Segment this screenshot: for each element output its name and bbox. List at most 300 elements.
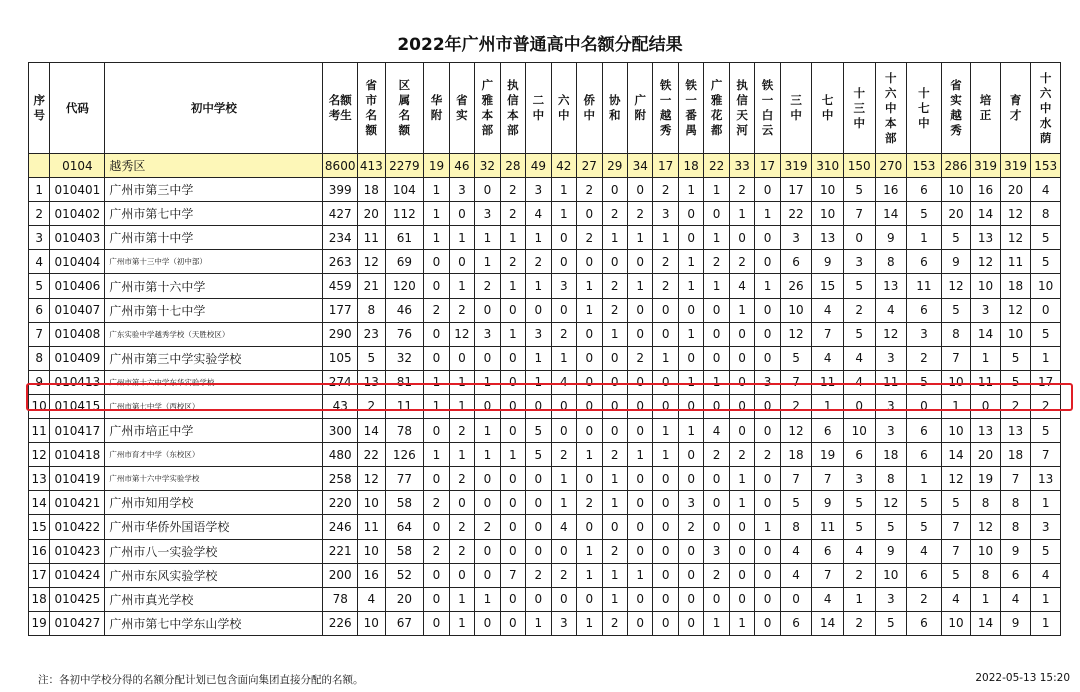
table-cell: 1 bbox=[475, 587, 500, 611]
table-cell: 2 bbox=[358, 394, 386, 418]
column-header bbox=[449, 63, 474, 154]
table-cell: 0 bbox=[653, 370, 678, 394]
table-cell: 10 bbox=[941, 611, 971, 635]
table-cell: 22 bbox=[780, 202, 812, 226]
table-cell: 17 bbox=[653, 154, 678, 178]
table-row bbox=[29, 539, 1061, 563]
column-header-label: 育才 bbox=[1009, 93, 1022, 122]
table-cell: 2 bbox=[602, 539, 627, 563]
table-cell: 1 bbox=[475, 370, 500, 394]
table-cell: 010407 bbox=[50, 298, 105, 322]
table-cell: 0 bbox=[602, 346, 627, 370]
table-cell: 5 bbox=[1031, 250, 1061, 274]
table-cell: 1 bbox=[704, 274, 729, 298]
table-cell: 12 bbox=[358, 250, 386, 274]
table-cell: 3 bbox=[875, 587, 907, 611]
table-row bbox=[29, 346, 1061, 370]
table-cell: 0 bbox=[755, 587, 780, 611]
table-cell: 15 bbox=[29, 515, 50, 539]
school-cell: 广州市第三中学实验学校 bbox=[105, 346, 323, 370]
table-cell: 258 bbox=[323, 467, 358, 491]
column-header-label: 二中 bbox=[532, 93, 545, 122]
table-cell: 2 bbox=[653, 274, 678, 298]
table-cell: 1 bbox=[500, 322, 525, 346]
table-cell: 1 bbox=[526, 611, 551, 635]
table-cell: 319 bbox=[1000, 154, 1031, 178]
school-cell: 广州市培正中学 bbox=[105, 419, 323, 443]
table-cell: 4 bbox=[812, 298, 844, 322]
table-cell: 7 bbox=[812, 322, 844, 346]
table-row bbox=[29, 467, 1061, 491]
table-cell: 34 bbox=[627, 154, 652, 178]
table-cell: 2 bbox=[729, 250, 754, 274]
table-cell: 0 bbox=[627, 587, 652, 611]
table-cell: 263 bbox=[323, 250, 358, 274]
table-cell: 33 bbox=[729, 154, 754, 178]
table-cell: 6 bbox=[907, 611, 942, 635]
table-cell: 010402 bbox=[50, 202, 105, 226]
table-cell: 0 bbox=[424, 611, 449, 635]
table-cell: 0 bbox=[704, 322, 729, 346]
table-cell: 4 bbox=[843, 346, 875, 370]
table-cell: 9 bbox=[812, 491, 844, 515]
table-cell: 4 bbox=[780, 539, 812, 563]
table-cell: 6 bbox=[907, 298, 942, 322]
table-cell: 12 bbox=[875, 322, 907, 346]
table-cell: 1 bbox=[551, 491, 576, 515]
table-cell: 7 bbox=[941, 346, 971, 370]
table-cell: 8600 bbox=[323, 154, 358, 178]
table-cell: 0 bbox=[755, 226, 780, 250]
table-cell: 15 bbox=[812, 274, 844, 298]
table-cell: 2 bbox=[424, 539, 449, 563]
school-cell: 广州市第十中学 bbox=[105, 226, 323, 250]
table-cell: 2 bbox=[577, 491, 602, 515]
school-cell: 广州市第七中学东山学校 bbox=[105, 611, 323, 635]
table-cell: 0 bbox=[627, 370, 652, 394]
table-cell: 0 bbox=[577, 515, 602, 539]
table-cell: 9 bbox=[875, 539, 907, 563]
table-cell: 270 bbox=[875, 154, 907, 178]
table-cell: 153 bbox=[907, 154, 942, 178]
table-cell: 10 bbox=[971, 274, 1001, 298]
table-cell: 7 bbox=[812, 467, 844, 491]
table-cell: 1 bbox=[551, 346, 576, 370]
table-cell: 4 bbox=[941, 587, 971, 611]
table-cell: 11 bbox=[1000, 250, 1031, 274]
table-cell: 0 bbox=[577, 394, 602, 418]
table-cell: 1 bbox=[678, 178, 703, 202]
table-cell: 4 bbox=[907, 539, 942, 563]
table-cell: 177 bbox=[323, 298, 358, 322]
table-cell: 0 bbox=[729, 539, 754, 563]
table-row bbox=[29, 274, 1061, 298]
table-cell: 10 bbox=[812, 178, 844, 202]
column-header-label: 协和 bbox=[608, 93, 621, 122]
table-cell: 2279 bbox=[385, 154, 424, 178]
table-cell: 0 bbox=[500, 346, 525, 370]
table-cell: 0 bbox=[551, 298, 576, 322]
table-cell: 0 bbox=[449, 202, 474, 226]
table-cell: 0 bbox=[755, 178, 780, 202]
table-cell: 17 bbox=[780, 178, 812, 202]
table-cell: 0 bbox=[704, 587, 729, 611]
column-header bbox=[105, 63, 323, 154]
table-cell: 4 bbox=[729, 274, 754, 298]
column-header bbox=[551, 63, 576, 154]
table-cell: 0 bbox=[678, 467, 703, 491]
table-cell: 2 bbox=[500, 250, 525, 274]
table-cell: 0 bbox=[704, 515, 729, 539]
table-cell: 8 bbox=[971, 491, 1001, 515]
table-cell: 010417 bbox=[50, 419, 105, 443]
column-header-label: 铁一番禺 bbox=[685, 78, 697, 137]
table-cell: 1 bbox=[449, 370, 474, 394]
table-cell: 1 bbox=[653, 443, 678, 467]
table-cell: 1 bbox=[424, 226, 449, 250]
table-cell: 2 bbox=[526, 250, 551, 274]
table-cell: 1 bbox=[602, 226, 627, 250]
table-cell: 1 bbox=[678, 419, 703, 443]
table-cell: 5 bbox=[526, 419, 551, 443]
table-cell: 1 bbox=[1031, 346, 1061, 370]
table-cell: 0 bbox=[602, 178, 627, 202]
table-cell: 14 bbox=[971, 202, 1001, 226]
table-cell: 4 bbox=[812, 587, 844, 611]
table-cell: 1 bbox=[475, 226, 500, 250]
table-cell: 0 bbox=[1031, 298, 1061, 322]
table-row bbox=[29, 611, 1061, 635]
table-cell: 2 bbox=[475, 515, 500, 539]
column-header-label: 区属名额 bbox=[398, 78, 411, 137]
column-header-label: 十三中 bbox=[853, 85, 865, 130]
table-cell: 0 bbox=[678, 539, 703, 563]
table-cell: 0 bbox=[653, 515, 678, 539]
table-cell: 1 bbox=[729, 491, 754, 515]
table-cell: 0 bbox=[577, 346, 602, 370]
table-cell: 0 bbox=[449, 491, 474, 515]
table-cell: 0 bbox=[475, 611, 500, 635]
table-cell: 1 bbox=[29, 178, 50, 202]
school-cell: 广州市八一实验学校 bbox=[105, 539, 323, 563]
table-cell: 5 bbox=[941, 491, 971, 515]
table-cell: 1 bbox=[907, 226, 942, 250]
table-cell: 8 bbox=[358, 298, 386, 322]
table-cell: 2 bbox=[602, 298, 627, 322]
table-cell: 399 bbox=[323, 178, 358, 202]
table-cell: 286 bbox=[941, 154, 971, 178]
table-cell: 0 bbox=[577, 467, 602, 491]
column-header bbox=[678, 63, 703, 154]
table-cell: 1 bbox=[424, 394, 449, 418]
table-cell: 0 bbox=[780, 587, 812, 611]
table-cell: 0 bbox=[755, 322, 780, 346]
table-cell: 1 bbox=[755, 202, 780, 226]
table-cell: 1 bbox=[577, 274, 602, 298]
table-cell: 319 bbox=[780, 154, 812, 178]
table-cell: 0 bbox=[678, 563, 703, 587]
table-cell: 8 bbox=[1031, 202, 1061, 226]
table-cell: 1 bbox=[755, 515, 780, 539]
table-cell: 0104 bbox=[50, 154, 105, 178]
table-cell: 1 bbox=[627, 563, 652, 587]
table-cell: 10 bbox=[971, 539, 1001, 563]
table-cell: 2 bbox=[449, 539, 474, 563]
column-header-label: 初中学校 bbox=[190, 100, 237, 115]
school-cell: 广州市第十六中学实验学校 bbox=[105, 467, 323, 491]
table-cell: 3 bbox=[907, 322, 942, 346]
table-cell: 0 bbox=[526, 539, 551, 563]
table-cell: 10 bbox=[875, 563, 907, 587]
table-cell: 0 bbox=[653, 491, 678, 515]
column-header bbox=[941, 63, 971, 154]
table-cell: 1 bbox=[971, 346, 1001, 370]
table-cell: 5 bbox=[526, 443, 551, 467]
table-cell: 0 bbox=[755, 394, 780, 418]
table-cell: 0 bbox=[627, 298, 652, 322]
table-cell: 7 bbox=[780, 467, 812, 491]
table-cell: 010425 bbox=[50, 587, 105, 611]
table-cell: 3 bbox=[780, 226, 812, 250]
column-header-label: 执信本部 bbox=[507, 78, 519, 137]
table-cell: 1 bbox=[704, 226, 729, 250]
table-cell: 7 bbox=[1031, 443, 1061, 467]
table-cell: 1 bbox=[627, 274, 652, 298]
table-cell: 17 bbox=[29, 563, 50, 587]
page-title: 2022年广州市普通高中名额分配结果 bbox=[397, 35, 683, 55]
table-cell: 13 bbox=[875, 274, 907, 298]
column-header-label: 培正 bbox=[979, 93, 992, 122]
table-cell: 6 bbox=[1000, 563, 1031, 587]
table-cell: 13 bbox=[1031, 467, 1061, 491]
table-cell: 18 bbox=[875, 443, 907, 467]
table-cell: 5 bbox=[941, 226, 971, 250]
table-cell: 3 bbox=[551, 274, 576, 298]
table-cell: 10 bbox=[358, 491, 386, 515]
table-cell: 14 bbox=[875, 202, 907, 226]
table-row bbox=[29, 563, 1061, 587]
table-cell: 3 bbox=[1031, 515, 1061, 539]
column-header-label: 序号 bbox=[33, 93, 45, 122]
column-header bbox=[385, 63, 424, 154]
table-row bbox=[29, 178, 1061, 202]
table-cell: 10 bbox=[941, 370, 971, 394]
table-cell: 5 bbox=[1031, 419, 1061, 443]
table-cell: 5 bbox=[29, 274, 50, 298]
table-cell: 0 bbox=[500, 515, 525, 539]
column-header bbox=[812, 63, 844, 154]
table-cell: 1 bbox=[653, 226, 678, 250]
table-cell: 0 bbox=[602, 515, 627, 539]
table-cell: 13 bbox=[971, 419, 1001, 443]
school-cell: 广州市育才中学（东校区） bbox=[105, 443, 323, 467]
table-cell: 1 bbox=[653, 346, 678, 370]
table-cell: 11 bbox=[29, 419, 50, 443]
table-cell: 1 bbox=[907, 467, 942, 491]
table-cell: 18 bbox=[1000, 443, 1031, 467]
table-cell: 8 bbox=[29, 346, 50, 370]
table-cell: 5 bbox=[907, 202, 942, 226]
table-cell: 0 bbox=[500, 491, 525, 515]
table-cell: 18 bbox=[29, 587, 50, 611]
table-cell: 0 bbox=[424, 322, 449, 346]
table-cell: 10 bbox=[812, 202, 844, 226]
table-cell: 010423 bbox=[50, 539, 105, 563]
column-header bbox=[29, 63, 50, 154]
table-cell: 427 bbox=[323, 202, 358, 226]
school-cell: 广州市第十六中学 bbox=[105, 274, 323, 298]
school-cell: 越秀区 bbox=[105, 154, 323, 178]
column-header bbox=[843, 63, 875, 154]
table-cell: 0 bbox=[843, 226, 875, 250]
table-cell: 0 bbox=[755, 491, 780, 515]
table-row bbox=[29, 443, 1061, 467]
table-cell: 010409 bbox=[50, 346, 105, 370]
table-cell: 153 bbox=[1031, 154, 1061, 178]
table-cell: 12 bbox=[1000, 202, 1031, 226]
table-cell: 0 bbox=[729, 346, 754, 370]
table-cell: 4 bbox=[704, 419, 729, 443]
table-cell: 0 bbox=[577, 322, 602, 346]
table-cell: 1 bbox=[1031, 587, 1061, 611]
table-cell: 0 bbox=[704, 298, 729, 322]
table-cell: 0 bbox=[526, 467, 551, 491]
column-header-label: 十七中 bbox=[918, 85, 930, 130]
table-cell: 0 bbox=[577, 250, 602, 274]
table-cell: 200 bbox=[323, 563, 358, 587]
table-cell: 1 bbox=[526, 226, 551, 250]
column-header-label: 执信天河 bbox=[736, 78, 748, 137]
table-cell: 1 bbox=[812, 394, 844, 418]
table-cell: 010403 bbox=[50, 226, 105, 250]
table-cell: 4 bbox=[812, 346, 844, 370]
table-cell: 2 bbox=[551, 563, 576, 587]
table-cell: 0 bbox=[704, 467, 729, 491]
table-cell: 6 bbox=[907, 419, 942, 443]
table-cell: 0 bbox=[500, 370, 525, 394]
table-cell: 5 bbox=[1000, 370, 1031, 394]
table-cell: 1 bbox=[729, 467, 754, 491]
table-cell: 11 bbox=[385, 394, 424, 418]
table-cell: 3 bbox=[875, 346, 907, 370]
table-cell: 6 bbox=[843, 443, 875, 467]
table-cell: 5 bbox=[1031, 322, 1061, 346]
table-cell: 1 bbox=[577, 539, 602, 563]
table-cell: 010419 bbox=[50, 467, 105, 491]
table-cell: 4 bbox=[1000, 587, 1031, 611]
table-cell: 0 bbox=[678, 394, 703, 418]
table-cell: 1 bbox=[577, 298, 602, 322]
table-cell: 0 bbox=[729, 515, 754, 539]
table-cell: 010422 bbox=[50, 515, 105, 539]
table-cell: 2 bbox=[1031, 394, 1061, 418]
table-cell: 42 bbox=[551, 154, 576, 178]
table-cell: 2 bbox=[449, 467, 474, 491]
table-cell: 3 bbox=[653, 202, 678, 226]
table-cell: 10 bbox=[941, 419, 971, 443]
column-header bbox=[424, 63, 449, 154]
table-cell: 0 bbox=[602, 394, 627, 418]
table-cell: 1 bbox=[551, 202, 576, 226]
table-cell: 0 bbox=[627, 467, 652, 491]
table-cell: 0 bbox=[755, 250, 780, 274]
table-cell: 12 bbox=[971, 250, 1001, 274]
column-header bbox=[971, 63, 1001, 154]
table-cell: 1 bbox=[526, 346, 551, 370]
table-cell: 0 bbox=[627, 539, 652, 563]
table-cell: 10 bbox=[843, 419, 875, 443]
table-cell: 4 bbox=[526, 202, 551, 226]
column-header bbox=[755, 63, 780, 154]
school-cell: 广州市华侨外国语学校 bbox=[105, 515, 323, 539]
table-cell: 0 bbox=[424, 419, 449, 443]
school-cell: 广州市第十六中学东华实验学校 bbox=[105, 370, 323, 394]
table-cell: 0 bbox=[627, 419, 652, 443]
table-cell: 12 bbox=[1000, 226, 1031, 250]
table-cell: 120 bbox=[385, 274, 424, 298]
table-cell: 1 bbox=[602, 563, 627, 587]
table-cell: 5 bbox=[875, 611, 907, 635]
table-cell: 0 bbox=[500, 611, 525, 635]
table-cell: 11 bbox=[875, 370, 907, 394]
table-cell: 0 bbox=[602, 250, 627, 274]
school-cell: 广州市东风实验学校 bbox=[105, 563, 323, 587]
table-cell: 58 bbox=[385, 539, 424, 563]
table-cell: 0 bbox=[551, 226, 576, 250]
table-cell: 81 bbox=[385, 370, 424, 394]
table-cell: 0 bbox=[449, 563, 474, 587]
table-cell: 7 bbox=[812, 563, 844, 587]
table-row bbox=[29, 515, 1061, 539]
table-cell: 2 bbox=[704, 563, 729, 587]
table-cell: 27 bbox=[577, 154, 602, 178]
table-cell: 0 bbox=[577, 370, 602, 394]
table-cell: 12 bbox=[1000, 298, 1031, 322]
table-cell: 2 bbox=[449, 515, 474, 539]
table-cell: 010401 bbox=[50, 178, 105, 202]
table-cell: 0 bbox=[424, 467, 449, 491]
table-cell: 6 bbox=[812, 419, 844, 443]
table-cell: 0 bbox=[551, 539, 576, 563]
table-cell: 12 bbox=[971, 515, 1001, 539]
table-cell: 104 bbox=[385, 178, 424, 202]
table-cell: 18 bbox=[358, 178, 386, 202]
table-cell: 0 bbox=[526, 491, 551, 515]
table-cell: 2 bbox=[755, 443, 780, 467]
table-cell: 4 bbox=[843, 370, 875, 394]
table-cell: 0 bbox=[678, 443, 703, 467]
table-cell: 0 bbox=[449, 346, 474, 370]
table-cell: 17 bbox=[755, 154, 780, 178]
table-cell: 2 bbox=[729, 178, 754, 202]
table-cell: 10 bbox=[358, 611, 386, 635]
table-row bbox=[29, 491, 1061, 515]
table-cell: 4 bbox=[875, 298, 907, 322]
table-cell: 49 bbox=[526, 154, 551, 178]
table-cell: 010408 bbox=[50, 322, 105, 346]
table-cell: 3 bbox=[449, 178, 474, 202]
table-cell: 3 bbox=[475, 322, 500, 346]
table-cell: 14 bbox=[812, 611, 844, 635]
table-cell: 2 bbox=[843, 298, 875, 322]
column-header bbox=[500, 63, 525, 154]
table-cell: 0 bbox=[475, 563, 500, 587]
table-cell: 3 bbox=[843, 467, 875, 491]
table-cell: 0 bbox=[526, 587, 551, 611]
table-cell: 0 bbox=[678, 346, 703, 370]
table-cell: 0 bbox=[729, 322, 754, 346]
table-cell: 480 bbox=[323, 443, 358, 467]
